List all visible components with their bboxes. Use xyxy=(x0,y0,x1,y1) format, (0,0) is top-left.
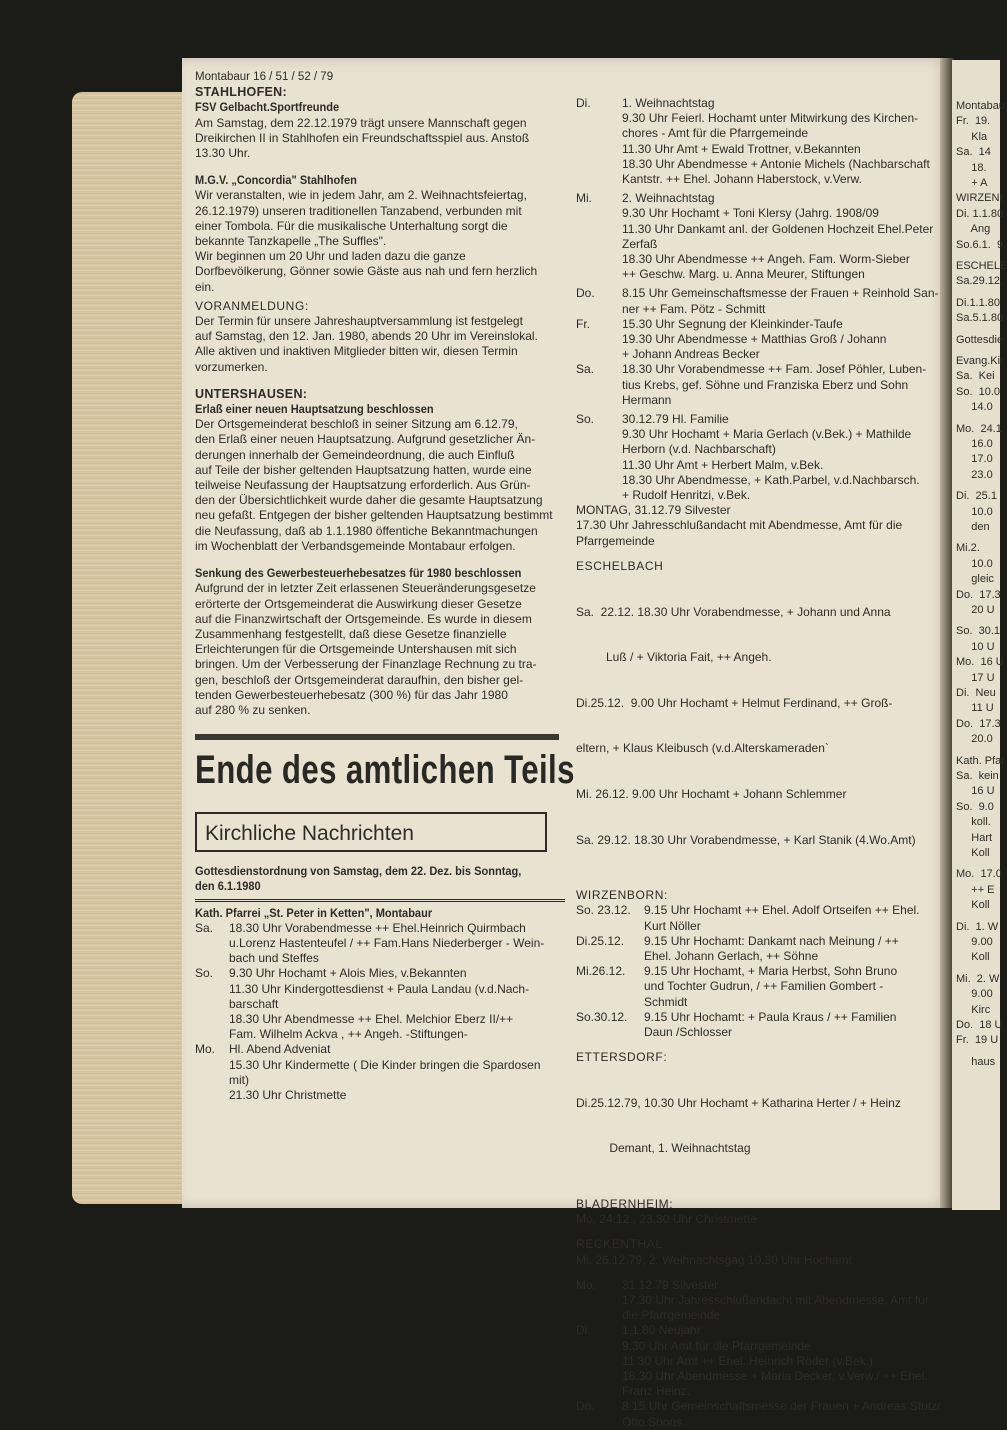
next-page-line: Do. 17.3 xyxy=(956,588,1001,601)
next-page-line: 16 U xyxy=(956,785,995,798)
kirchliche-nachrichten-box: Kirchliche Nachrichten xyxy=(195,812,547,852)
reckenthal-text: Mi. 26.12.79, 2. Weihnachtsgag 10.30 Uhr Hochamt xyxy=(576,1252,852,1267)
next-page-line: Evang.Kir xyxy=(956,355,1004,367)
schedule-entry: Mo. Hl. Abend Adveniat 15.30 Uhr Kindermette ( Die Kinder bringen die Spardosen mit) 21.30 Uhr Christmette xyxy=(195,1042,541,1102)
erlass-heading: Erlaß einer neuen Hauptsatzung beschlossen xyxy=(195,402,434,417)
next-page-line: 20.0 xyxy=(956,733,993,746)
voranmeldung-heading: VORANMELDUNG: xyxy=(195,298,309,313)
next-page-line: 16.0 xyxy=(956,438,993,450)
next-page-line: Do. 17.3 xyxy=(956,717,1001,730)
next-page-line: 20 U xyxy=(956,604,995,616)
next-page-line: So. 10.0 xyxy=(956,385,1001,398)
next-page-line: Ang xyxy=(956,223,991,236)
ende-heading: Ende des amtlichen Teils xyxy=(195,748,575,793)
next-page-line: Di. 25.1 xyxy=(956,490,997,503)
page-reference: Montabaur 16 / 51 / 52 / 79 xyxy=(195,71,334,83)
schedule-entry: Do. 8.15 Uhr Gemeinschaftsmesse der Frauen + Andreas Stutz/ Otto Soons xyxy=(576,1399,941,1429)
ettersdorf-heading: ETTERSDORF: xyxy=(576,1050,668,1065)
schedule-entry: Mo. 31.12.79 Silvester 17.30 Uhr Jahresschlußandacht mit Abendmesse, Amt für die Pfarrgemeinde xyxy=(576,1277,929,1323)
schedule-entry: So. 9.30 Uhr Hochamt + Alois Mies, v.Bekannten 11.30 Uhr Kindergottesdienst + Paula Landau (v.d.Nach- barschaft 18.30 Uhr Abendmesse ++ Ehel. Melchior Eberz II/++ Fam. Wilhelm Ackva , ++ Angeh. -Stiftungen- xyxy=(195,966,530,1042)
untershausen-heading: UNTERSHAUSEN: xyxy=(195,386,308,401)
mgv-text: Wir veranstalten, wie in jedem Jahr, am 2. Weihnachtsfeiertag, 26.12.1979) unseren traditionellen Tanzabend, verbunden mit einer Tombola. Für die musikalische Unterhaltung sorgt die bekannte Tanzkapelle „The Suffles". Wir beginnen um 20 Uhr und laden dazu die ganze Dorfbevölkerung, Gönner sowie Gäste aus nah und fern herzlich ein. xyxy=(195,188,538,294)
next-page-line: Gottesdie xyxy=(956,333,1004,346)
wirzenborn-heading: WIRZENBORN: xyxy=(576,888,668,903)
next-page-line: Kla xyxy=(956,130,988,143)
bladernheim-heading: BLADERNHEIM: xyxy=(576,1197,674,1212)
next-page-line: 10 U xyxy=(956,640,995,653)
next-page-line: 17.0 xyxy=(956,453,993,466)
next-page-line: 10.0 xyxy=(956,505,993,518)
next-page-line: So. 9.0 xyxy=(956,800,994,813)
ettersdorf-text: Di.25.12.79, 10.30 Uhr Hochamt + Katharina Herter / + Heinz Demant, 1. Weihnachtstag xyxy=(576,1095,901,1156)
schedule-entry: Di.25.12. 9.15 Uhr Hochamt: Dankamt nach Meinung / ++ Ehel. Johann Gerlach, ++ Söhne xyxy=(576,933,899,963)
erlass-text: Der Ortsgemeinderat beschloß in seiner Sitzung am 6.12.79, den Erlaß einer neuen Hauptsatzung. Aufgrund gesetzlicher Än- derungen innerhalb der Gemeindeordnung, die auch Einfluß auf Teile der bisher geltenden Hauptsatzung hatten, wurde eine teilweise Neufassung der Hauptsatzung erforderlich. Aus Grün- den der Übersichtlichkeit wurde daher die gesamte Hauptsatzung neu gefaßt. Entgegen der bisher geltenden Hauptsatzung bestimmt die Neufassung, daß ab 1.1.1980 öffentiche Bekanntmachungen im Wochenblatt der Verbandsgemeinde Montabaur erfolgen. xyxy=(195,417,553,553)
fsv-heading: FSV Gelbacht.Sportfreunde xyxy=(195,100,340,115)
next-page-line: ++ E xyxy=(956,883,995,896)
schedule-entry: Sa. 18.30 Uhr Vorabendmesse ++ Ehel.Heinrich Quirmbach u.Lorenz Hastenteufel / ++ Fam.Hans Niederberger - Wein- bach und Steffes xyxy=(195,920,545,966)
next-page-line: 23.0 xyxy=(956,468,993,481)
eschelbach-heading: ESCHELBACH xyxy=(576,558,664,573)
next-page-line: Koll xyxy=(956,847,990,859)
next-page-line: Kath. Pfar xyxy=(956,754,1005,767)
schedule-entry: So. 23.12. 9.15 Uhr Hochamt ++ Ehel. Adolf Ortseifen ++ Ehel. Kurt Nöller xyxy=(576,903,920,933)
schedule-entry: So.30.12. 9.15 Uhr Hochamt: + Paula Kraus / ++ Familien Daun /Schlosser xyxy=(576,1009,897,1039)
next-page-line: Kirc xyxy=(956,1003,991,1016)
next-page-line: Mi. 2. W xyxy=(956,972,1000,985)
montag-entry: MONTAG, 31.12.79 Silvester 17.30 Uhr Jahresschlußandacht mit Abendmesse, Amt für die Pfarrgemeinde xyxy=(576,503,903,548)
next-page-line: WIRZENI xyxy=(956,192,1003,205)
schedule-entry: Sa. 18.30 Uhr Vorabendmesse ++ Fam. Josef Pöhler, Luben- tius Krebs, gef. Söhne und Franziska Eberz und Sohn Hermann xyxy=(576,362,927,407)
schedule-entry: Mi. 2. Weihnachtstag 9.30 Uhr Hochamt + Toni Klersy (Jahrg. 1908/09 11.30 Uhr Dankamt anl. der Goldenen Hochzeit Ehel.Peter Zerfaß 18.30 Uhr Abendmesse ++ Angeh. Fam. Worm-Sieber ++ Geschw. Marg. u. Anna Meurer, Stiftungen xyxy=(576,191,934,282)
next-page-line: Koll xyxy=(956,899,990,912)
section-divider xyxy=(195,734,559,740)
next-page-line: Mo. 24.1 xyxy=(956,422,1002,435)
next-page-line: Hart xyxy=(956,831,993,844)
next-page-line: Do. 18 U xyxy=(956,1019,1003,1031)
schedule-entry: Mi.26.12. 9.15 Uhr Hochamt, + Maria Herbst, Sohn Bruno und Tochter Gudrun, / ++ Familien Gombert - Schmidt xyxy=(576,964,898,1009)
next-page-line: 18. xyxy=(956,161,987,174)
next-page-line: ESCHELE xyxy=(956,260,1007,272)
gottesdienst-heading: Gottesdienstordnung von Samstag, dem 22. Dez. bis Sonntag, den 6.1.1980 xyxy=(195,864,522,894)
next-page-line: Di.1.1.80 xyxy=(956,296,1001,309)
schedule-entry: Di. 1.1.80 Neujahr 9.30 Uhr Amt für die Pfarrgemeinde 11.30 Uhr Amt ++ Ehel. Heinrich Röder (v.Bek.) 18.30 Uhr Abendmesse + Maria Decker, v.Verw./ ++ Ehel. Franz Heinz. xyxy=(576,1323,928,1399)
eschelbach-text: Sa. 22.12. 18.30 Uhr Vorabendmesse, + Johann und Anna Luß / + Viktoria Fait, ++ Angeh. Di.25.12. 9.00 Uhr Hochamt + Helmut Ferdinand, ++ Groß- eltern, + Klaus Kleibusch (v.d.Alterskameraden` Mi. 26.12. 9.00 Uhr Hochamt + Johann Schlemmer Sa. 29.12. 18.30 Uhr Vorabendmesse, + Karl Stanik (4.Wo.Amt) xyxy=(576,604,916,847)
right-column xyxy=(576,96,942,1430)
next-page-line: Di. 1.1.80 xyxy=(956,207,1004,220)
next-page-line: 9.00 xyxy=(956,936,993,948)
schedule-entry: So. 30.12.79 Hl. Familie 9.30 Uhr Hochamt + Maria Gerlach (v.Bek.) + Mathilde Herborn (v.d. Nachbarschaft) 11.30 Uhr Amt + Herbert Malm, v.Bek. 18.30 Uhr Abendmesse, + Kath.Parbel, v.d.Nachbarsch. + Rudolf Henritzi, v.Bek. xyxy=(576,412,920,503)
next-page-line: Sa.5.1.80 xyxy=(956,312,1004,325)
next-page-line: 14.0 xyxy=(956,401,993,414)
next-page-fragment xyxy=(952,60,1007,1210)
voranmeldung-text: Der Termin für unsere Jahreshauptversammlung ist festgelegt auf Samstag, den 12. Jan. 1980, abends 20 Uhr im Vereinslokal. Alle aktiven und inaktiven Mitglieder bitten wir, diesen Termin vorzumerken. xyxy=(195,314,538,374)
next-page-line: 10.0 xyxy=(956,557,993,570)
next-page-line: Di. 1. W xyxy=(956,920,999,933)
next-page-line: 17 U xyxy=(956,671,995,684)
stahlhofen-heading: STAHLHOFEN: xyxy=(195,85,287,100)
next-page-line: Sa. kein xyxy=(956,770,999,782)
left-column xyxy=(195,70,575,1103)
pfarrei-heading: Kath. Pfarrei „St. Peter in Ketten", Montabaur xyxy=(195,905,433,920)
double-rule xyxy=(195,899,565,902)
next-page-line: den xyxy=(956,521,990,533)
next-page-line: koll. xyxy=(956,816,991,829)
next-page-line: Mo. 16 U xyxy=(956,656,1004,669)
next-page-line: Fr. 19. xyxy=(956,115,991,128)
next-page-line: + A xyxy=(956,177,988,189)
next-page-line: Sa.29.12. xyxy=(956,275,1004,288)
senkung-heading: Senkung des Gewerbesteuerhebesatzes für 1980 beschlossen xyxy=(195,566,522,581)
reckenthal-heading: RECKENTHAL xyxy=(576,1237,663,1252)
next-page-line: Koll xyxy=(956,951,990,964)
mgv-heading: M.G.V. „Concordia" Stahlhofen xyxy=(195,173,357,188)
schedule-entry: Do. 8.15 Uhr Gemeinschaftsmesse der Frauen + Reinhold San- ner ++ Fam. Pötz - Schmitt xyxy=(576,286,939,316)
schedule-entry: Di. 1. Weihnachtstag 9.30 Uhr Feierl. Hochamt unter Mitwirkung des Kirchen- chores - Amt für die Pfarrgemeinde 11.30 Uhr Amt + Ewald Trottner, v.Bekannten 18.30 Uhr Abendmesse + Antonie Michels (Nachbarschaft Kantstr. ++ Ehel. Johann Haberstock, v.Verw. xyxy=(576,96,930,187)
next-page-line: 11 U xyxy=(956,702,994,715)
next-page-line: So.6.1. 9. xyxy=(956,238,1007,251)
next-page-line: Di. Neu xyxy=(956,687,996,699)
next-page-line: Montabau xyxy=(956,100,1005,112)
next-page-line: So. 30.1 xyxy=(956,625,1001,638)
senkung-text: Aufgrund der in letzter Zeit erlassenen Steueränderungsgesetze erörterte der Ortsgemeinderat die Auswirkung dieser Gesetze auf die Finanzwirtschaft der Ortsgemeinde. Es wurde in diesem Zusammenhang festgestellt, daß diese Gesetze finanzielle Erleichterungen für die Ortsgemeinde Untershausen mit sich bringen. Um der Verbesserung der Finanzlage Rechnung zu tra- gen, beschloß der Ortsgemeinderat daraufhin, den bisher gel- tenden Gewerbesteuerhebesatz (300 %) für das Jahr 1980 auf 280 % zu senken. xyxy=(195,581,537,717)
next-page-line: Mi.2. xyxy=(956,542,980,555)
next-page-line: Fr. 19 U xyxy=(956,1034,999,1047)
next-page-line: gleic xyxy=(956,573,994,586)
bladernheim-text: Mo. 24.12., 23.30 Uhr Christmette xyxy=(576,1212,757,1227)
next-page-line: Sa. Kei xyxy=(956,370,995,383)
next-page-line: Sa. 14 xyxy=(956,146,991,159)
next-page-line: haus xyxy=(956,1055,996,1068)
next-page-line: 9.00 xyxy=(956,988,993,1001)
schedule-entry: Fr. 15.30 Uhr Segnung der Kleinkinder-Taufe 19.30 Uhr Abendmesse + Matthias Groß / Johann + Johann Andreas Becker xyxy=(576,316,887,362)
next-page-line: Mo. 17.0 xyxy=(956,868,1002,881)
book-page-edges xyxy=(72,92,192,1204)
fsv-text: Am Samstag, dem 22.12.1979 trägt unsere Mannschaft gegen Dreikirchen II in Stahlhofen ein Freundschaftsspiel aus. Anstoß 13.30 Uhr. xyxy=(195,115,530,161)
